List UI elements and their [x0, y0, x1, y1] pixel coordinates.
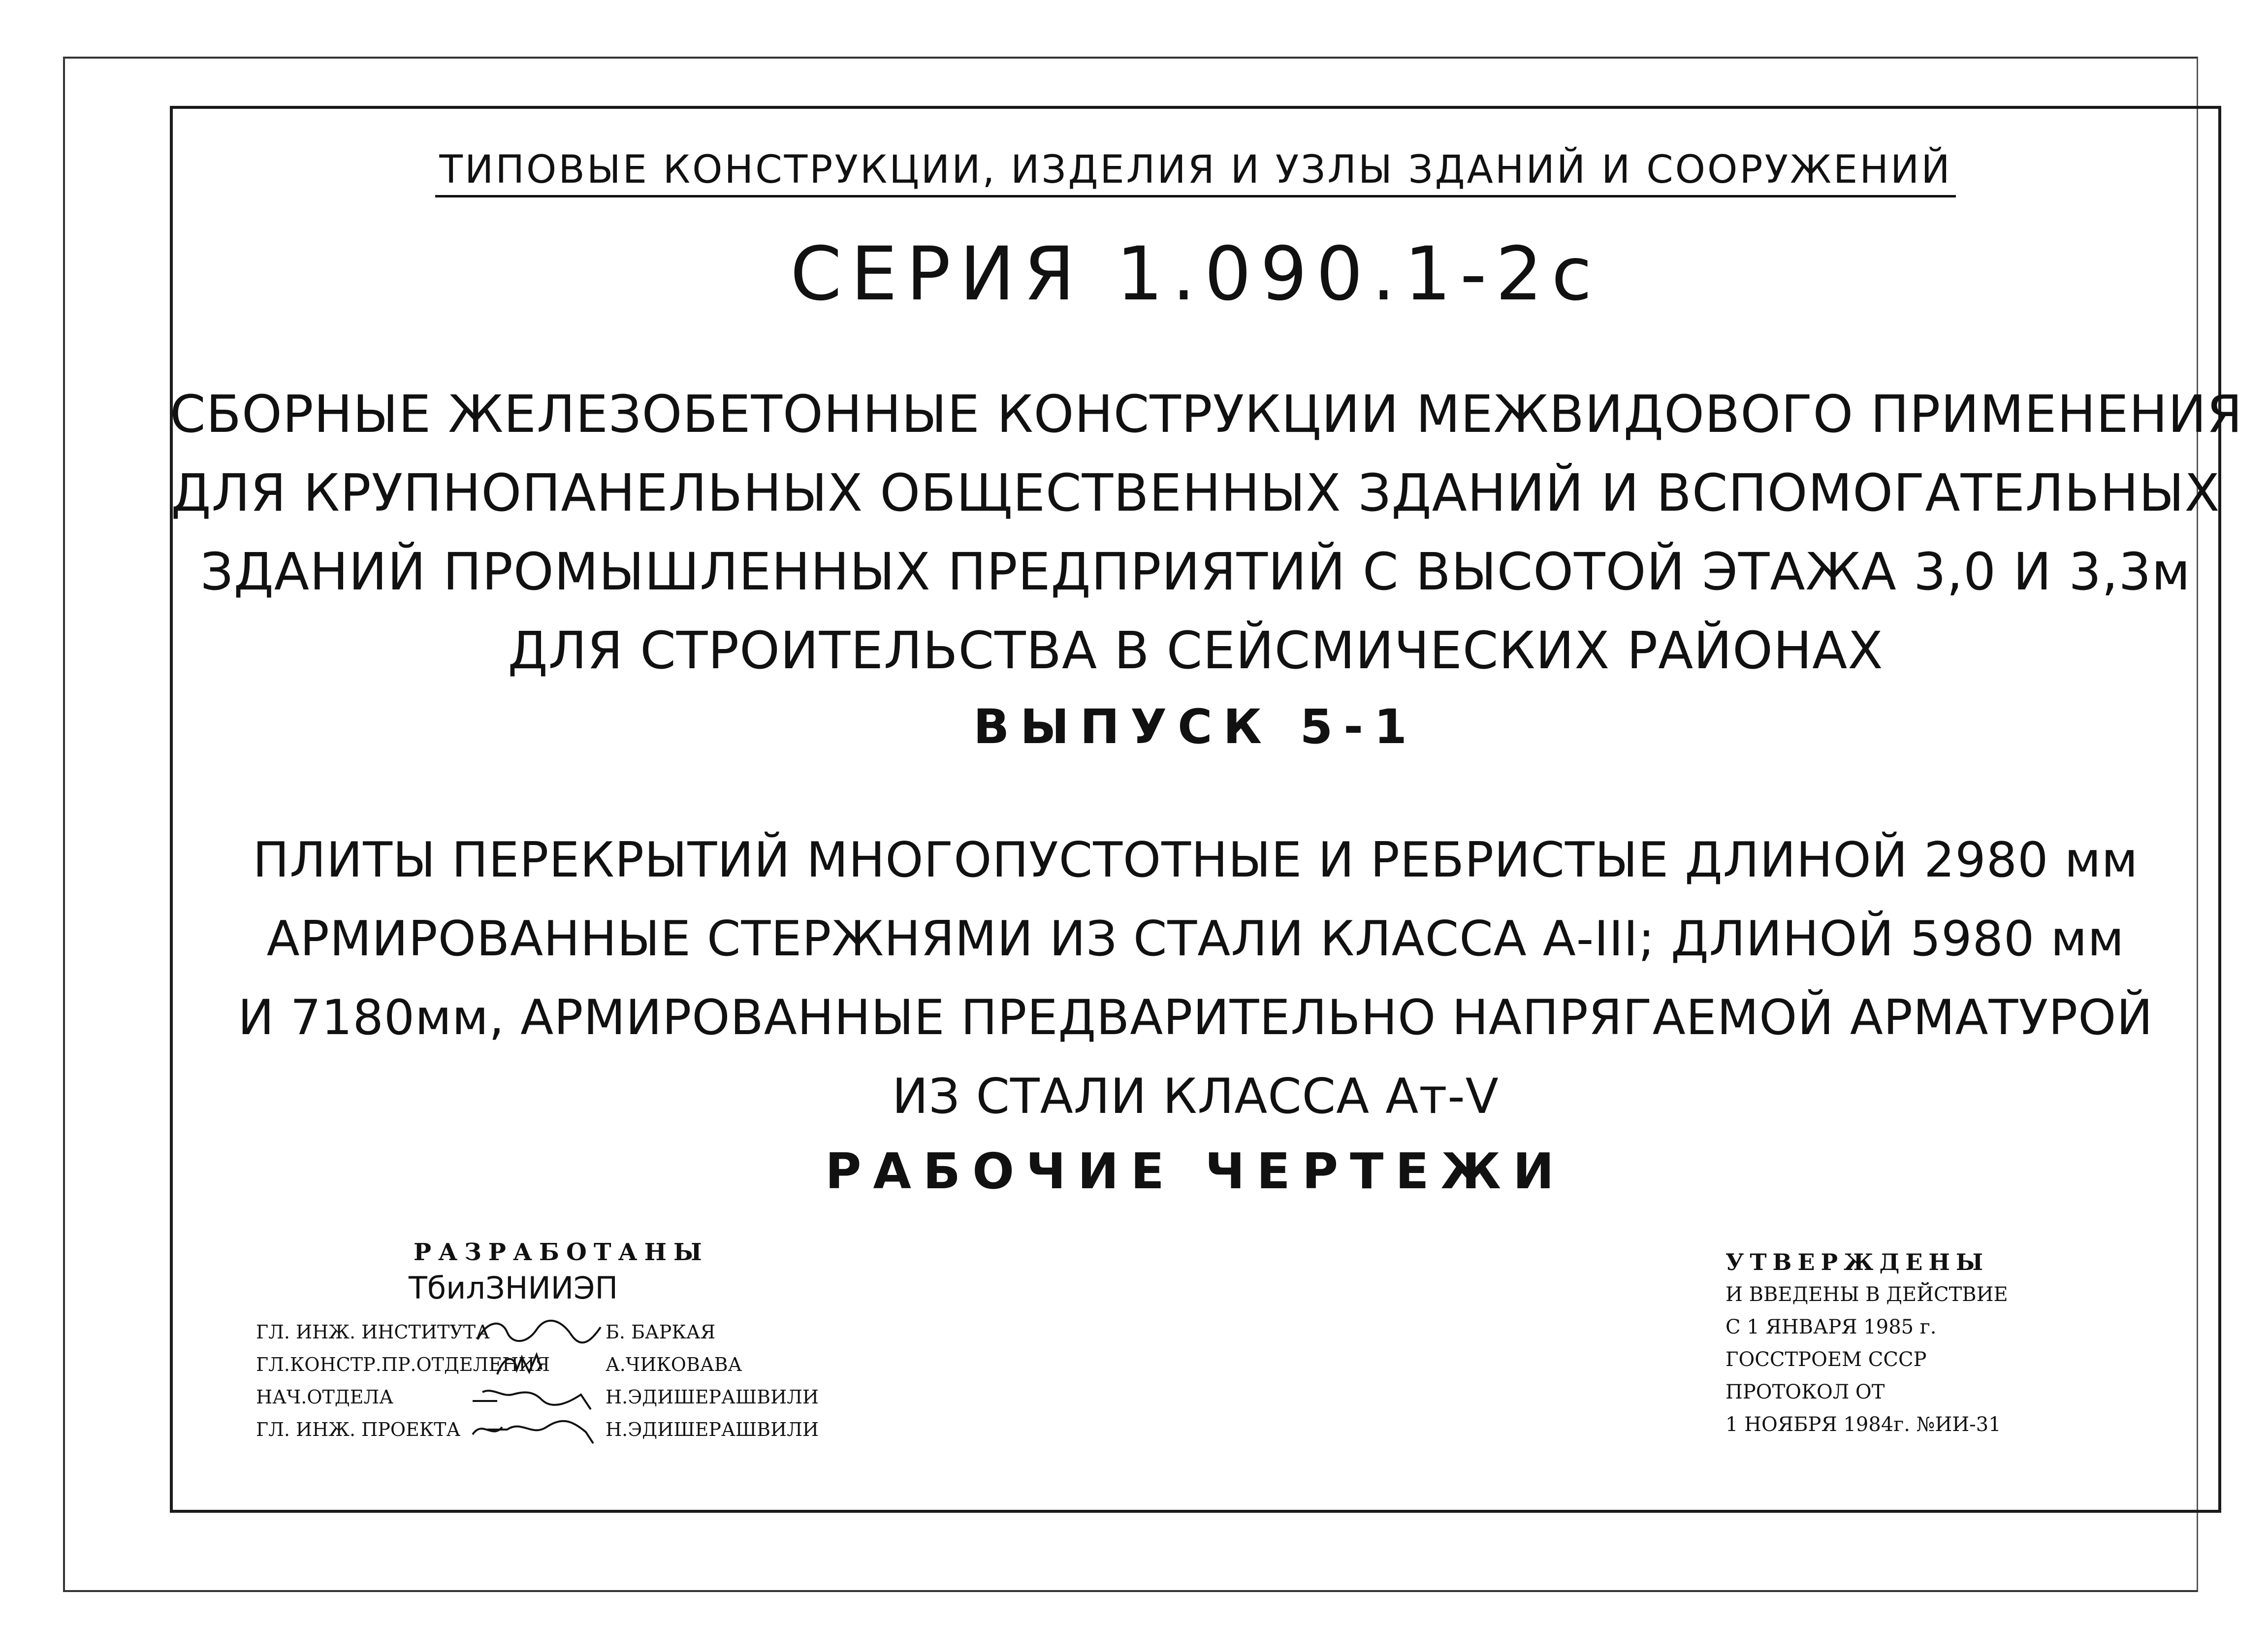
staff-name: Н.ЭДИШЕРАШВИЛИ: [606, 1386, 819, 1408]
staff-row: [256, 1381, 945, 1413]
staff-name: Н.ЭДИШЕРАШВИЛИ: [606, 1419, 819, 1440]
staff-role: НАЧ.ОТДЕЛА: [256, 1386, 393, 1408]
staff-name: Б. БАРКАЯ: [606, 1321, 716, 1343]
approval-heading: УТВЕРЖДЕНЫ: [1725, 1249, 1989, 1275]
approval-line-5: 1 НОЯБРЯ 1984г. №ИИ-31: [1725, 1413, 2001, 1436]
developer-heading: РАЗРАБОТАНЫ: [414, 1238, 709, 1266]
developer-organization: ТбилЗНИИЭП: [409, 1270, 618, 1306]
header-line: [170, 148, 2221, 192]
signature-image: [468, 1317, 606, 1347]
description-line-2: АРМИРОВАННЫЕ СТЕРЖНЯМИ ИЗ СТАЛИ КЛАССА А-III; ДЛИНОЙ 5980 мм: [266, 911, 2125, 967]
staff-role: ГЛ.КОНСТР.ПР.ОТДЕЛЕНИЯ: [256, 1354, 550, 1375]
approval-line-1: И ВВЕДЕНЫ В ДЕЙСТВИЕ: [1725, 1283, 2008, 1306]
title-line-2: ДЛЯ КРУПНОПАНЕЛЬНЫХ ОБЩЕСТВЕННЫХ ЗДАНИЙ И ВСПОМОГАТЕЛЬНЫХ: [171, 463, 2220, 523]
staff-row: [256, 1348, 945, 1381]
approval-line-2: С 1 ЯНВАРЯ 1985 г.: [1725, 1316, 1937, 1338]
description-line-1: ПЛИТЫ ПЕРЕКРЫТИЙ МНОГОПУСТОТНЫЕ И РЕБРИСТЫЕ ДЛИНОЙ 2980 мм: [253, 832, 2139, 888]
issue-number: ВЫПУСК 5-1: [973, 699, 1418, 754]
staff-role: ГЛ. ИНЖ. ПРОЕКТА: [256, 1419, 461, 1440]
series-title: СЕРИЯ 1.090.1-2с: [790, 231, 1601, 317]
staff-row: [256, 1316, 945, 1348]
approval-line-4: ПРОТОКОЛ ОТ: [1725, 1381, 1885, 1403]
title-line-1: СБОРНЫЕ ЖЕЛЕЗОБЕТОННЫЕ КОНСТРУКЦИИ МЕЖВИДОВОГО ПРИМЕНЕНИЯ: [170, 384, 2243, 444]
developer-block: [256, 1238, 945, 1446]
staff-role: ГЛ. ИНЖ. ИНСТИТУТА: [256, 1321, 490, 1343]
header-text: ТИПОВЫЕ КОНСТРУКЦИИ, ИЗДЕЛИЯ И УЗЛЫ ЗДАНИЙ И СООРУЖЕНИЙ: [435, 148, 1955, 197]
approval-line-3: ГОССТРОЕМ СССР: [1725, 1348, 1927, 1371]
signature-image: [468, 1415, 606, 1444]
title-line-4: ДЛЯ СТРОИТЕЛЬСТВА В СЕЙСМИЧЕСКИХ РАЙОНАХ: [508, 620, 1884, 681]
title-line-3: ЗДАНИЙ ПРОМЫШЛЕННЫХ ПРЕДПРИЯТИЙ С ВЫСОТОЙ ЭТАЖА 3,0 И 3,3м: [200, 542, 2191, 602]
staff-row: [256, 1413, 945, 1446]
signature-image: [468, 1350, 606, 1379]
approval-block: [1725, 1246, 2169, 1441]
working-drawings-label: РАБОЧИЕ ЧЕРТЕЖИ: [825, 1142, 1566, 1200]
staff-name: А.ЧИКОВАВА: [606, 1354, 742, 1375]
description-line-3: И 7180мм, АРМИРОВАННЫЕ ПРЕДВАРИТЕЛЬНО НАПРЯГАЕМОЙ АРМАТУРОЙ: [238, 990, 2153, 1046]
description-line-4: ИЗ СТАЛИ КЛАССА Ат-V: [892, 1069, 1499, 1125]
signature-image: [468, 1382, 606, 1412]
